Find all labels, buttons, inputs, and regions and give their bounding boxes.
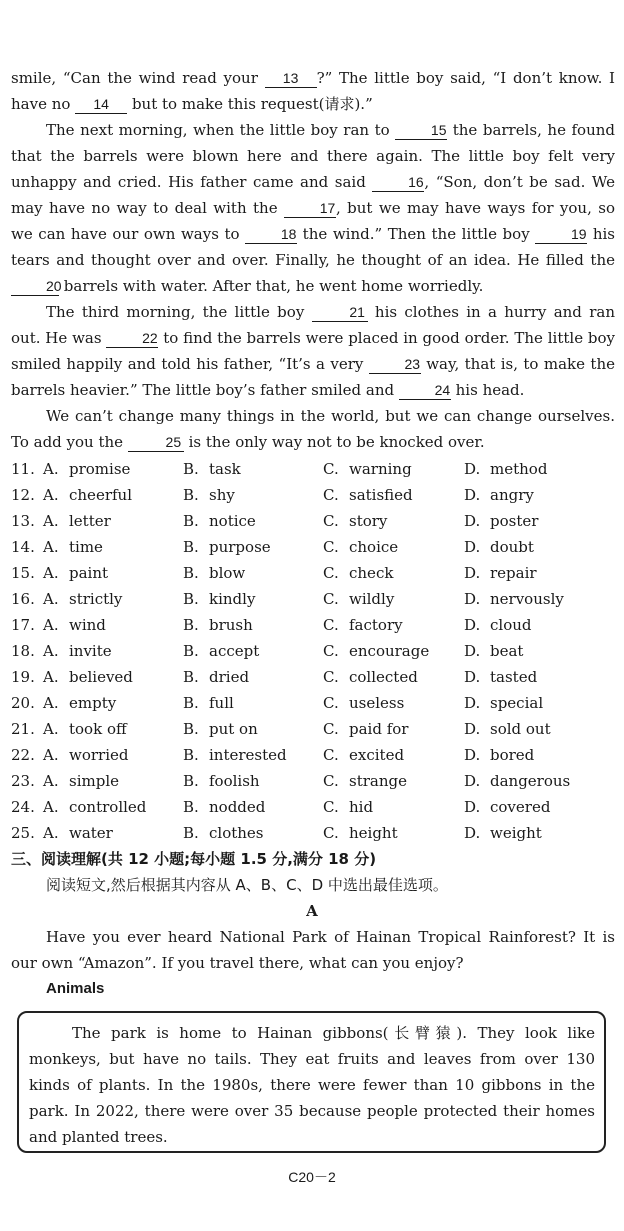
question-number: 18. xyxy=(11,642,35,660)
option-text: blow xyxy=(209,564,246,582)
text-box-content: The park is home to Hainan gibbons(长臂猿). They look like monkeys, but have no tails. They eat fruits and leaves from over 130 kinds of plants. In the 1980s, there were fewer than 10 gibbons in the park. In 2022, there were over 35 because people protected their homes and planted trees. xyxy=(29,1024,595,1146)
option-text: paid for xyxy=(349,720,409,738)
subheading: Animals xyxy=(46,980,105,997)
option-letter: C. xyxy=(323,642,339,660)
option-text: paint xyxy=(69,564,109,582)
option-c xyxy=(323,690,404,716)
question-number: 21. xyxy=(11,720,35,738)
option-row xyxy=(11,742,615,768)
blank-15: 15 xyxy=(395,122,447,140)
section-title: 三、阅读理解(共 12 小题;每小题 1.5 分,满分 18 分) xyxy=(11,850,377,868)
option-text: took off xyxy=(69,720,127,738)
text: the wind.” Then the little boy xyxy=(297,225,536,243)
option-letter: A. xyxy=(43,746,59,764)
option-text: invite xyxy=(69,642,112,660)
option-text: controlled xyxy=(69,798,147,816)
option-text: strictly xyxy=(69,590,123,608)
option-letter: B. xyxy=(183,668,199,686)
option-a xyxy=(43,456,130,482)
option-text: interested xyxy=(209,746,287,764)
option-a xyxy=(43,534,103,560)
text: but to make this request(请求).” xyxy=(127,95,373,113)
reading-intro: Have you ever heard National Park of Hainan Tropical Rainforest? It is our own “Amazon”. If you travel there, what can you enjoy? xyxy=(11,928,615,972)
option-a xyxy=(43,664,133,690)
section-instruction: 阅读短文,然后根据其内容从 A、B、C、D 中选出最佳选项。 xyxy=(46,876,448,894)
option-text: height xyxy=(349,824,398,842)
option-text: shy xyxy=(209,486,235,504)
option-text: beat xyxy=(490,642,524,660)
option-text: weight xyxy=(490,824,542,842)
option-d xyxy=(464,690,543,716)
option-a xyxy=(43,638,112,664)
option-letter: A. xyxy=(43,538,59,556)
blank-17: 17 xyxy=(284,200,336,218)
option-letter: C. xyxy=(323,460,339,478)
question-number: 22. xyxy=(11,746,35,764)
blank-21: 21 xyxy=(312,304,368,322)
paragraph-2 xyxy=(11,117,615,299)
option-c xyxy=(323,534,398,560)
text: The next morning, when the little boy ran to xyxy=(46,121,396,139)
option-text: poster xyxy=(490,512,539,530)
option-text: choice xyxy=(349,538,399,556)
question-number: 17. xyxy=(11,616,35,634)
paragraph-1 xyxy=(11,65,615,117)
option-letter: B. xyxy=(183,824,199,842)
option-text: special xyxy=(490,694,544,712)
option-b xyxy=(183,768,260,794)
question-number: 15. xyxy=(11,564,35,582)
option-letter: B. xyxy=(183,720,199,738)
option-text: wind xyxy=(69,616,106,634)
question-number: 25. xyxy=(11,824,35,842)
option-c xyxy=(323,586,394,612)
text: way, that is, to make the barrels heavier.” The little boy’s father smiled and xyxy=(11,355,615,399)
option-text: simple xyxy=(69,772,119,790)
option-a xyxy=(43,794,146,820)
blank-18: 18 xyxy=(245,226,297,244)
option-row xyxy=(11,586,615,612)
text: We can’t change many things in the world, but we can change ourselves. To add you the xyxy=(11,407,615,451)
text: his clothes in a hurry and ran out. He was xyxy=(11,303,615,347)
option-text: dried xyxy=(209,668,250,686)
option-letter: D. xyxy=(464,538,481,556)
option-d xyxy=(464,820,542,846)
option-b xyxy=(183,482,235,508)
option-letter: B. xyxy=(183,460,199,478)
blank-20: 20 xyxy=(11,278,59,296)
blank-19: 19 xyxy=(535,226,587,244)
option-text: story xyxy=(349,512,388,530)
option-text: bored xyxy=(490,746,535,764)
option-text: promise xyxy=(69,460,131,478)
option-letter: D. xyxy=(464,590,481,608)
option-c xyxy=(323,456,412,482)
option-a xyxy=(43,768,119,794)
option-letter: B. xyxy=(183,590,199,608)
option-letter: A. xyxy=(43,616,59,634)
option-row xyxy=(11,638,615,664)
option-a xyxy=(43,482,132,508)
page-footer: C20－2 xyxy=(288,1169,336,1185)
text: ?” The little boy said, “I don’t know. I have no xyxy=(11,69,615,113)
option-row xyxy=(11,534,615,560)
option-letter: A. xyxy=(43,824,59,842)
option-b xyxy=(183,612,253,638)
option-text: satisfied xyxy=(349,486,413,504)
option-c xyxy=(323,768,407,794)
option-letter: A. xyxy=(43,564,59,582)
text: his head. xyxy=(450,381,525,399)
option-a xyxy=(43,742,129,768)
question-number: 11. xyxy=(11,460,35,478)
option-letter: D. xyxy=(464,642,481,660)
option-c xyxy=(323,560,393,586)
option-letter: D. xyxy=(464,798,481,816)
option-c xyxy=(323,508,387,534)
option-text: brush xyxy=(209,616,253,634)
option-text: check xyxy=(349,564,394,582)
option-row xyxy=(11,482,615,508)
option-letter: D. xyxy=(464,564,481,582)
option-c xyxy=(323,664,418,690)
option-text: notice xyxy=(209,512,256,530)
option-letter: C. xyxy=(323,590,339,608)
option-letter: A. xyxy=(43,720,59,738)
option-text: clothes xyxy=(209,824,264,842)
blank-22: 22 xyxy=(106,330,158,348)
option-text: strange xyxy=(349,772,407,790)
option-d xyxy=(464,716,551,742)
option-text: put on xyxy=(209,720,258,738)
option-letter: A. xyxy=(43,694,59,712)
text: , “Son, don’t be sad. We may have no way to deal with the xyxy=(11,173,615,217)
option-letter: B. xyxy=(183,746,199,764)
option-letter: B. xyxy=(183,564,199,582)
option-text: empty xyxy=(69,694,117,712)
option-letter: D. xyxy=(464,746,481,764)
option-letter: C. xyxy=(323,512,339,530)
option-a xyxy=(43,586,122,612)
option-letter: A. xyxy=(43,590,59,608)
option-a xyxy=(43,612,106,638)
option-text: angry xyxy=(490,486,534,504)
question-number: 12. xyxy=(11,486,35,504)
paragraph-3 xyxy=(11,299,615,403)
option-letter: B. xyxy=(183,642,199,660)
option-letter: B. xyxy=(183,486,199,504)
option-letter: B. xyxy=(183,798,199,816)
option-b xyxy=(183,534,271,560)
option-letter: D. xyxy=(464,772,481,790)
option-letter: B. xyxy=(183,772,199,790)
text: the barrels, he found that the barrels were blown here and there again. The little boy felt very unhappy and cried. His father came and said xyxy=(11,121,615,191)
paragraph-4 xyxy=(11,403,615,455)
option-letter: D. xyxy=(464,668,481,686)
option-row xyxy=(11,794,615,820)
option-row xyxy=(11,664,615,690)
option-text: believed xyxy=(69,668,133,686)
option-letter: C. xyxy=(323,798,339,816)
option-letter: A. xyxy=(43,460,59,478)
option-text: cloud xyxy=(490,616,532,634)
option-c xyxy=(323,482,413,508)
option-letter: A. xyxy=(43,772,59,790)
option-letter: C. xyxy=(323,564,339,582)
option-row xyxy=(11,560,615,586)
option-text: useless xyxy=(349,694,405,712)
question-number: 19. xyxy=(11,668,35,686)
option-text: task xyxy=(209,460,241,478)
option-b xyxy=(183,794,265,820)
option-letter: C. xyxy=(323,486,339,504)
option-row xyxy=(11,716,615,742)
option-text: nodded xyxy=(209,798,266,816)
option-a xyxy=(43,560,108,586)
option-d xyxy=(464,456,547,482)
option-c xyxy=(323,638,429,664)
option-b xyxy=(183,690,234,716)
option-text: purpose xyxy=(209,538,271,556)
answer-options xyxy=(11,456,615,846)
option-text: excited xyxy=(349,746,405,764)
option-d xyxy=(464,586,564,612)
option-letter: D. xyxy=(464,512,481,530)
option-c xyxy=(323,612,403,638)
option-b xyxy=(183,586,255,612)
option-d xyxy=(464,508,538,534)
option-letter: D. xyxy=(464,460,481,478)
option-c xyxy=(323,794,373,820)
option-letter: D. xyxy=(464,486,481,504)
option-b xyxy=(183,820,264,846)
question-number: 20. xyxy=(11,694,35,712)
passage-label: A xyxy=(306,902,318,920)
option-row xyxy=(11,690,615,716)
text: The third morning, the little boy xyxy=(46,303,312,321)
blank-25: 25 xyxy=(128,434,184,452)
option-a xyxy=(43,508,111,534)
option-b xyxy=(183,716,258,742)
option-b xyxy=(183,456,241,482)
option-d xyxy=(464,612,532,638)
option-text: factory xyxy=(349,616,403,634)
option-text: kindly xyxy=(209,590,256,608)
question-number: 14. xyxy=(11,538,35,556)
option-b xyxy=(183,638,259,664)
option-text: doubt xyxy=(490,538,534,556)
option-row xyxy=(11,508,615,534)
option-text: nervously xyxy=(490,590,564,608)
option-b xyxy=(183,560,245,586)
option-letter: C. xyxy=(323,824,339,842)
option-letter: D. xyxy=(464,824,481,842)
option-c xyxy=(323,820,398,846)
option-d xyxy=(464,664,537,690)
blank-16: 16 xyxy=(372,174,424,192)
text: barrels with water. After that, he went home worriedly. xyxy=(59,277,484,295)
option-letter: C. xyxy=(323,694,339,712)
option-c xyxy=(323,716,408,742)
text: is the only way not to be knocked over. xyxy=(183,433,485,451)
blank-23: 23 xyxy=(369,356,421,374)
option-letter: B. xyxy=(183,694,199,712)
option-row xyxy=(11,612,615,638)
text: , but we may have ways for you, so we can have our own ways to xyxy=(11,199,615,243)
option-row xyxy=(11,820,615,846)
option-d xyxy=(464,534,534,560)
option-d xyxy=(464,560,537,586)
blank-14: 14 xyxy=(75,96,127,114)
option-d xyxy=(464,482,534,508)
option-text: wildly xyxy=(349,590,395,608)
cloze-passage xyxy=(11,65,615,455)
text: smile, “Can the wind read your xyxy=(11,69,265,87)
question-number: 24. xyxy=(11,798,35,816)
option-letter: C. xyxy=(323,720,339,738)
option-letter: C. xyxy=(323,746,339,764)
option-letter: D. xyxy=(464,694,481,712)
blank-13: 13 xyxy=(265,70,317,88)
option-b xyxy=(183,508,256,534)
option-letter: C. xyxy=(323,616,339,634)
option-b xyxy=(183,742,287,768)
option-letter: B. xyxy=(183,616,199,634)
option-letter: A. xyxy=(43,642,59,660)
option-text: covered xyxy=(490,798,551,816)
option-text: sold out xyxy=(490,720,551,738)
option-text: foolish xyxy=(209,772,260,790)
option-text: dangerous xyxy=(490,772,571,790)
option-text: tasted xyxy=(490,668,538,686)
option-text: collected xyxy=(349,668,418,686)
option-text: hid xyxy=(349,798,374,816)
option-d xyxy=(464,638,523,664)
option-letter: D. xyxy=(464,720,481,738)
option-text: warning xyxy=(349,460,412,478)
option-letter: A. xyxy=(43,798,59,816)
option-d xyxy=(464,794,550,820)
text: to find the barrels were placed in good order. The little boy smiled happily and told his father, “It’s a very xyxy=(11,329,615,373)
option-text: cheerful xyxy=(69,486,132,504)
option-text: time xyxy=(69,538,103,556)
option-letter: B. xyxy=(183,538,199,556)
option-letter: A. xyxy=(43,486,59,504)
option-b xyxy=(183,664,249,690)
question-number: 23. xyxy=(11,772,35,790)
option-letter: D. xyxy=(464,616,481,634)
option-d xyxy=(464,768,570,794)
option-text: letter xyxy=(69,512,111,530)
option-c xyxy=(323,742,404,768)
option-text: water xyxy=(69,824,113,842)
option-text: repair xyxy=(490,564,537,582)
option-row xyxy=(11,456,615,482)
option-d xyxy=(464,742,534,768)
option-letter: B. xyxy=(183,512,199,530)
option-text: method xyxy=(490,460,548,478)
option-letter: C. xyxy=(323,668,339,686)
option-text: worried xyxy=(69,746,129,764)
option-row xyxy=(11,768,615,794)
option-letter: C. xyxy=(323,772,339,790)
option-letter: A. xyxy=(43,512,59,530)
option-text: encourage xyxy=(349,642,430,660)
text: his tears and thought over and over. Finally, he thought of an idea. He filled the xyxy=(11,225,615,269)
blank-24: 24 xyxy=(399,382,451,400)
option-text: accept xyxy=(209,642,260,660)
question-number: 16. xyxy=(11,590,35,608)
question-number: 13. xyxy=(11,512,35,530)
option-text: full xyxy=(209,694,234,712)
option-a xyxy=(43,820,113,846)
option-letter: A. xyxy=(43,668,59,686)
option-a xyxy=(43,716,127,742)
option-letter: C. xyxy=(323,538,339,556)
option-a xyxy=(43,690,116,716)
